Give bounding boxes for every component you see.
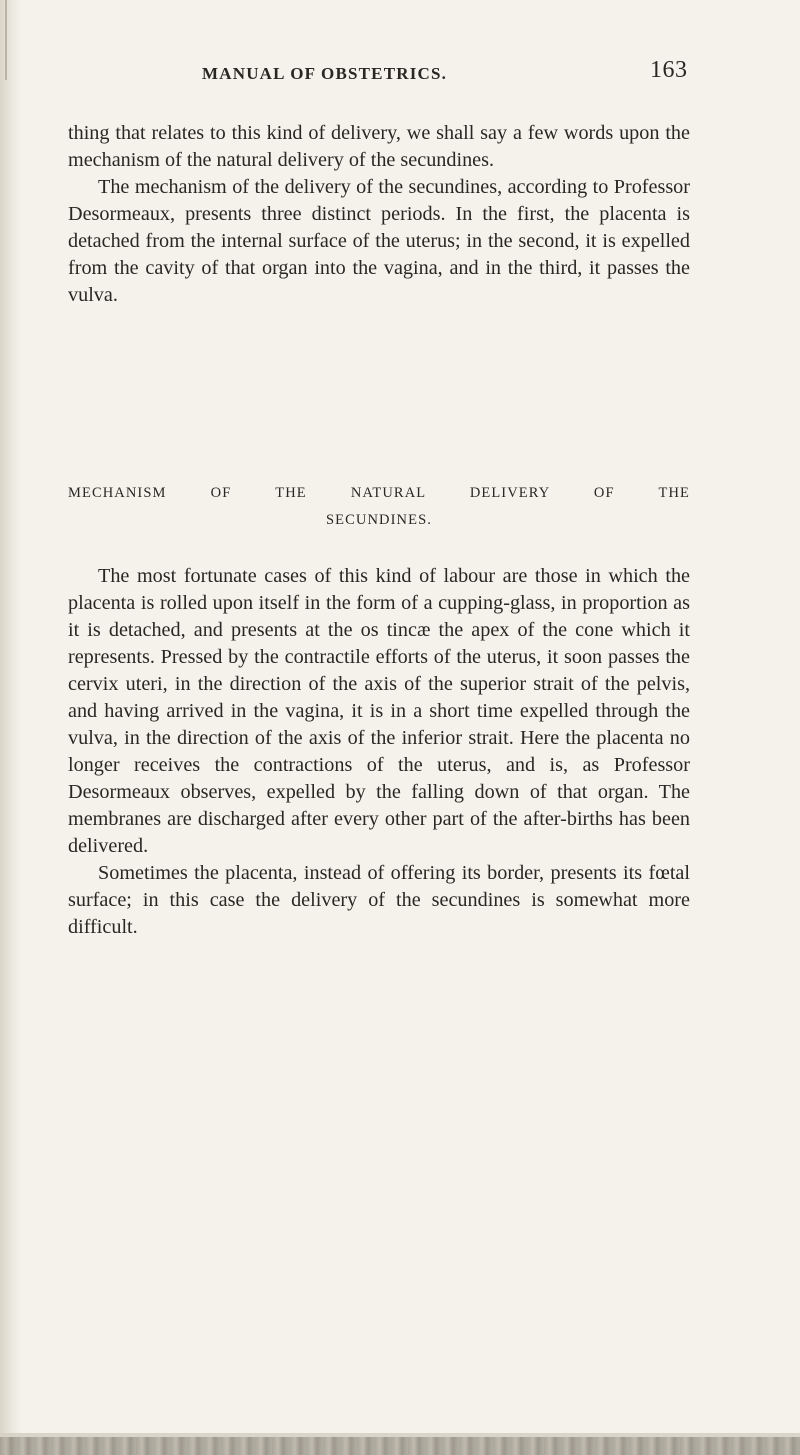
section-heading <box>68 480 690 534</box>
body-text-bottom <box>68 563 690 941</box>
running-head: MANUAL OF OBSTETRICS. <box>202 64 448 83</box>
body-text-top <box>68 120 690 309</box>
section-heading-line: SECUNDINES. <box>326 512 432 528</box>
page-gutter-shadow <box>0 0 22 1455</box>
paragraph: The most fortunate cases of this kind of labour are those in which the placenta is rolled upon itself in the form of a cupping-glass, in proportion as it is detached, and presents at the os tincæ the apex of the cone which it represents. Pressed by the contractile efforts of the uterus, it soon passes the cervix uteri, in the direction of the axis of the superior strait of the pelvis, and having arrived in the vagina, it is in a short time expelled through the vulva, in the direction of the axis of the inferior strait. Here the placenta no longer receives the contractions of the uterus, and is, as Professor Desormeaux observes, expelled by the falling down of that organ. The membranes are discharged after every other part of the after-births has been delivered. <box>68 565 690 857</box>
page-header <box>0 57 800 94</box>
page-bottom-edge <box>0 1437 800 1455</box>
paragraph: thing that relates to this kind of delivery, we shall say a few words upon the mechanism of the natural delivery of the secundines. <box>68 122 690 171</box>
page-number: 163 <box>650 57 688 83</box>
paragraph: The mechanism of the delivery of the secundines, according to Professor Desormeaux, presents three distinct periods. In the first, the placenta is detached from the internal surface of the uterus; in the second, it is expelled from the cavity of that organ into the vagina, and in the third, it passes the vulva. <box>68 176 690 306</box>
section-heading-line: MECHANISM OF THE NATURAL DELIVERY OF THE <box>68 485 690 501</box>
paragraph: Sometimes the placenta, instead of offering its border, presents its fœtal surface; in this case the delivery of the secundines is somewhat more difficult. <box>68 862 690 938</box>
